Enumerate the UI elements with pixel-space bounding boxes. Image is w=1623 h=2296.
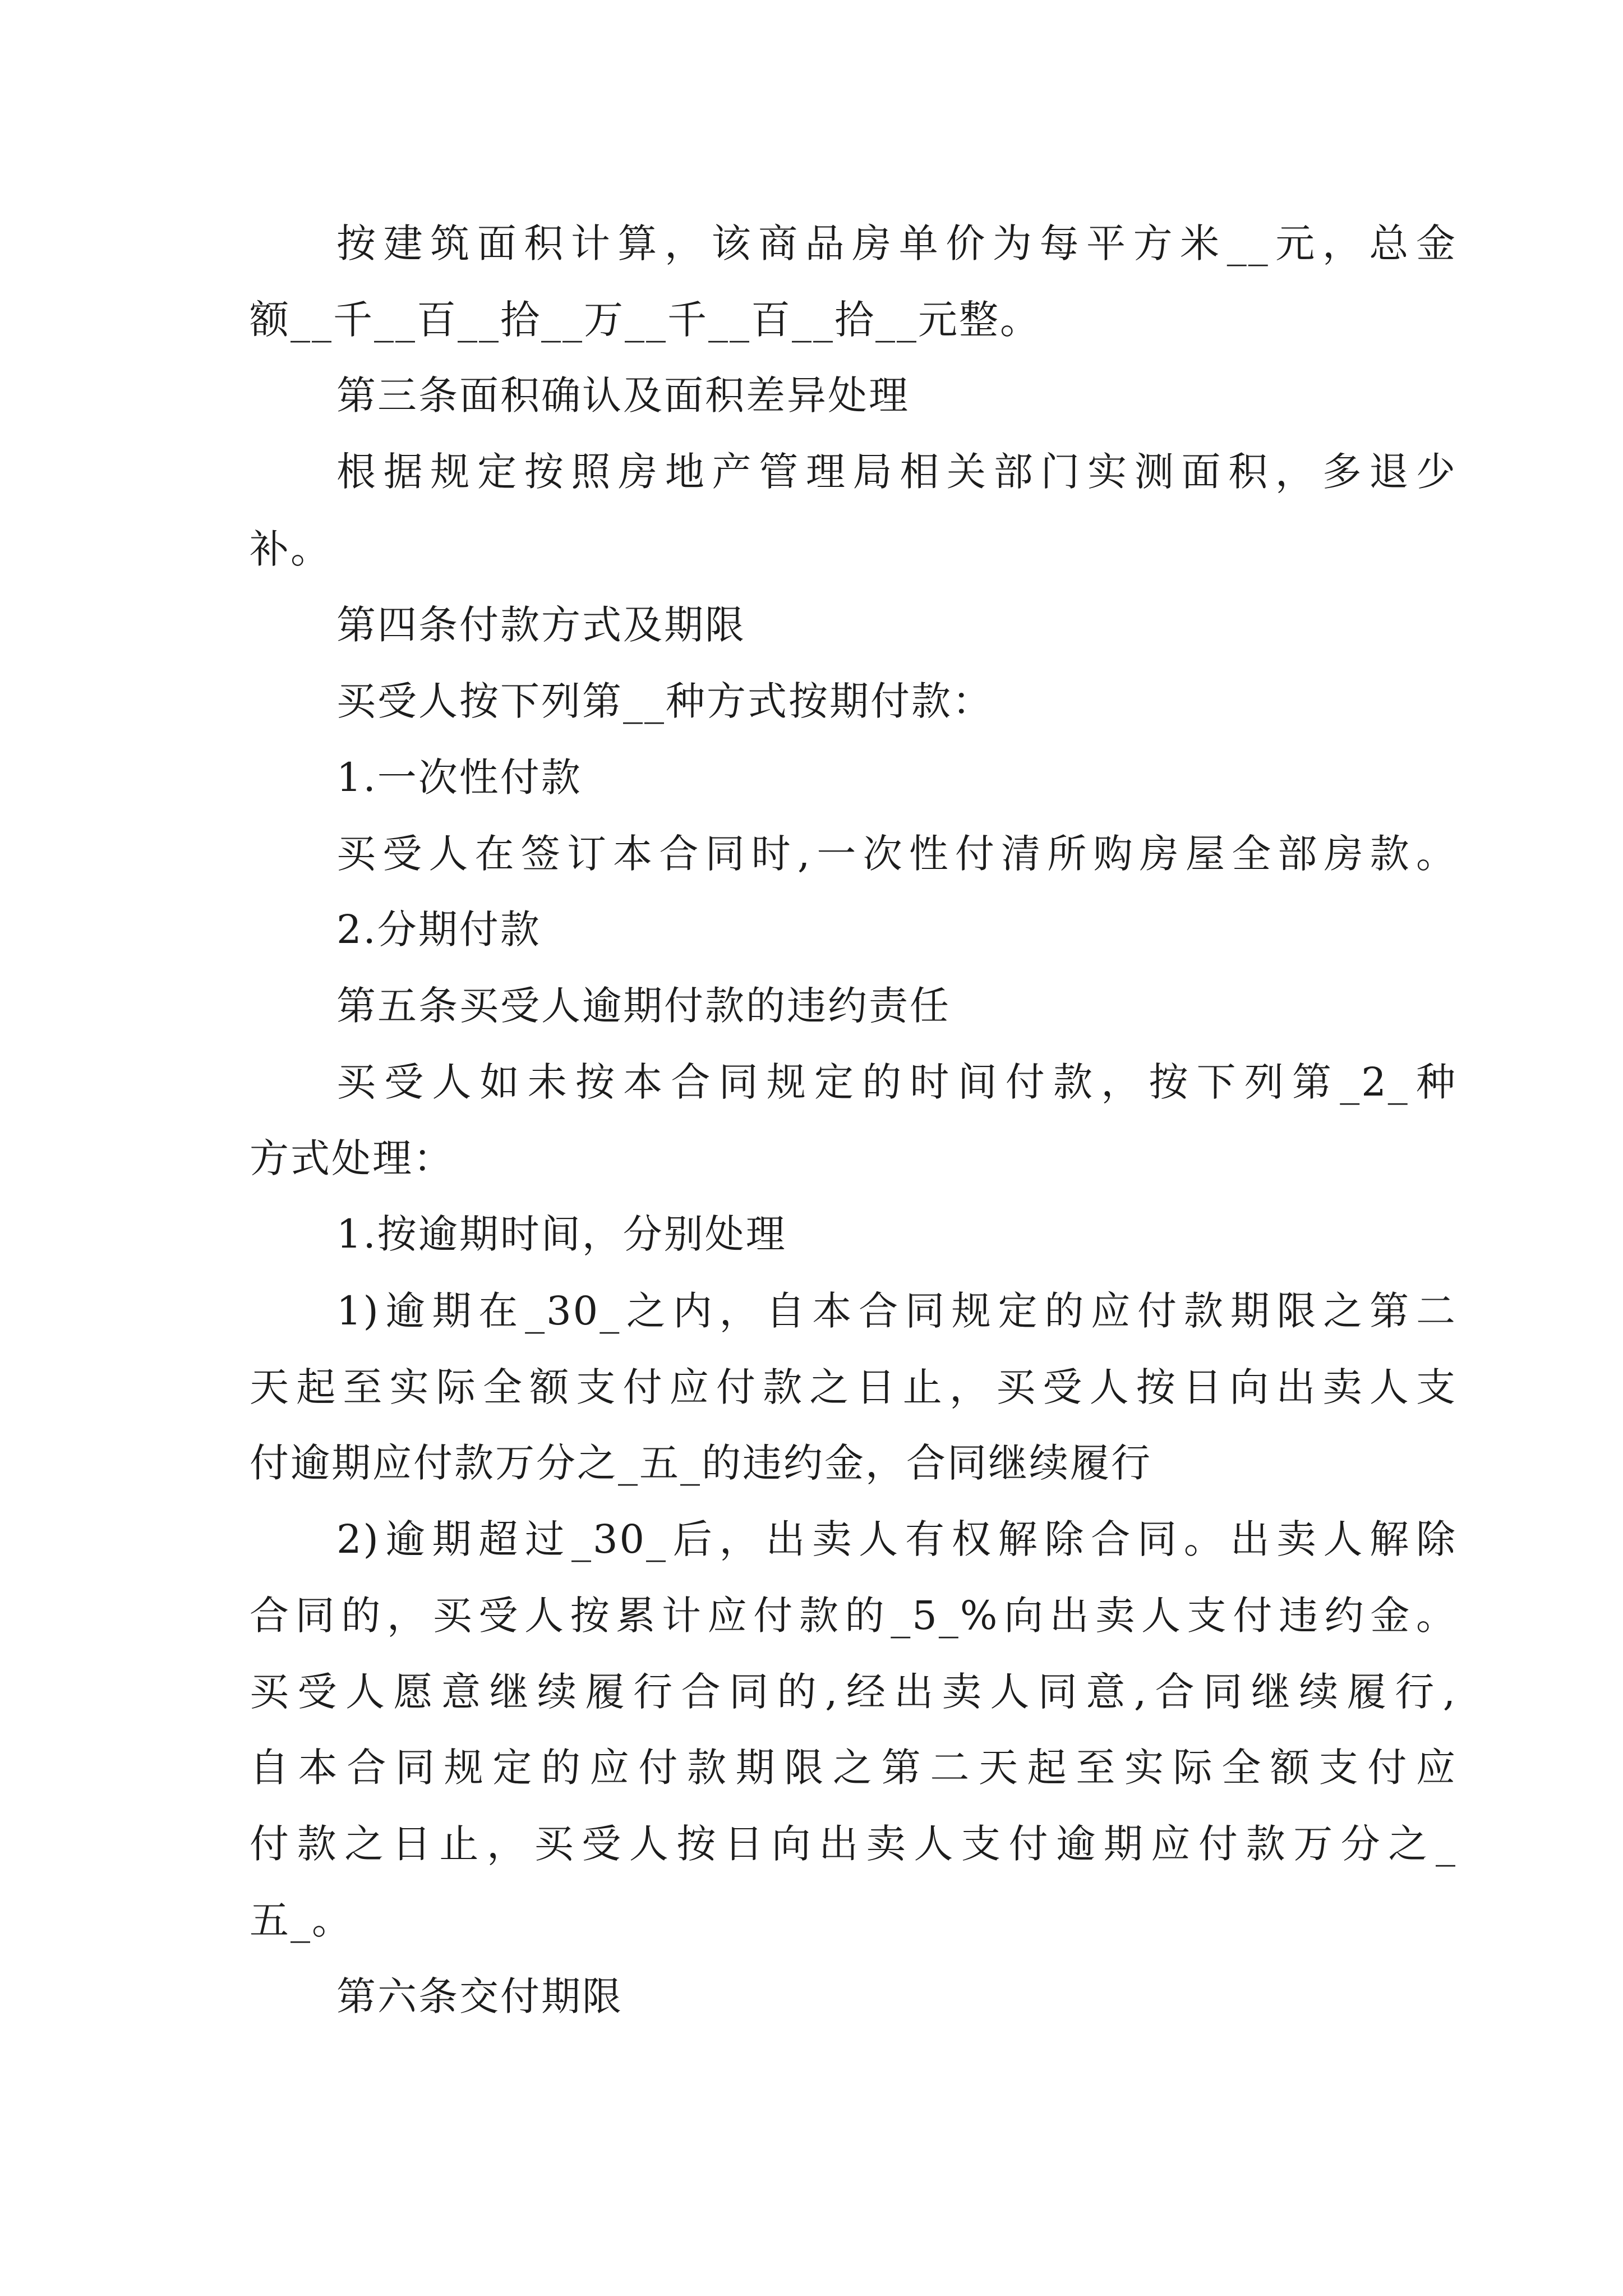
text-line: 买受人如未按本合同规定的时间付款，按下列第_2_种 — [336, 1059, 1457, 1105]
section-heading: 第六条交付期限 — [336, 1973, 623, 2019]
text-line: 付款之日止，买受人按日向出卖人支付逾期应付款万分之_ — [250, 1821, 1457, 1867]
text-line: 按建筑面积计算，该商品房单价为每平方米__元，总金 — [336, 220, 1457, 266]
text-line: 额__千__百__拾__万__千__百__拾__元整。 — [250, 297, 1041, 343]
section-heading: 第四条付款方式及期限 — [336, 602, 746, 648]
section-heading: 第三条面积确认及面积差异处理 — [336, 372, 910, 418]
text-line: 买受人按下列第__种方式按期付款： — [336, 678, 993, 724]
text-line: 1)逾期在_30_之内，自本合同规定的应付款期限之第二 — [336, 1288, 1457, 1334]
text-line: 根据规定按照房地产管理局相关部门实测面积，多退少 — [336, 449, 1457, 495]
list-item: 2.分期付款 — [336, 907, 541, 953]
list-item: 1.按逾期时间，分别处理 — [336, 1211, 787, 1257]
text-line: 合同的，买受人按累计应付款的_5_%向出卖人支付违约金。 — [250, 1593, 1457, 1639]
text-line: 天起至实际全额支付应付款之日止，买受人按日向出卖人支 — [250, 1364, 1457, 1410]
text-line: 方式处理： — [250, 1135, 454, 1181]
text-line: 自本合同规定的应付款期限之第二天起至实际全额支付应 — [250, 1745, 1457, 1791]
text-line: 补。 — [250, 526, 331, 572]
section-heading: 第五条买受人逾期付款的违约责任 — [336, 983, 951, 1029]
text-line: 买受人在签订本合同时,一次性付清所购房屋全部房款。 — [336, 831, 1457, 877]
text-line: 付逾期应付款万分之_五_的违约金，合同继续履行 — [250, 1440, 1152, 1486]
text-line: 五_。 — [250, 1897, 353, 1943]
text-line: 买受人愿意继续履行合同的,经出卖人同意,合同继续履行, — [250, 1669, 1457, 1715]
list-item: 1.一次性付款 — [336, 754, 582, 800]
text-line: 2)逾期超过_30_后，出卖人有权解除合同。出卖人解除 — [336, 1516, 1457, 1562]
